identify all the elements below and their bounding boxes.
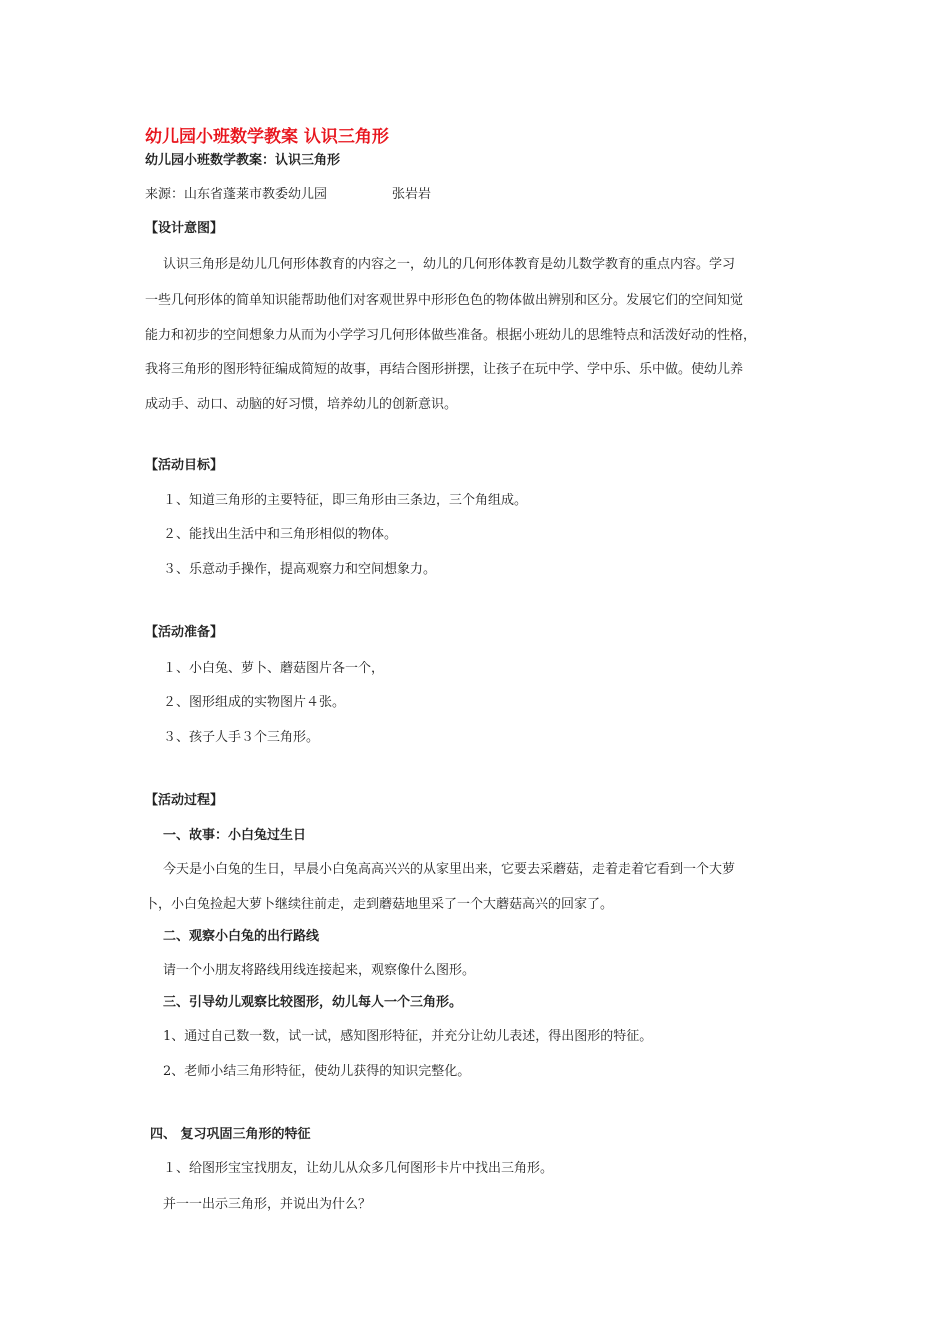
step-text: 并一一出示三角形，并说出为什么？ xyxy=(163,1197,372,1212)
goal-item: ３、乐意动手操作，提高观察力和空间想象力。 xyxy=(163,562,437,577)
section-heading-prep: 【活动准备】 xyxy=(145,625,224,640)
prep-item: ３、孩子人手３个三角形。 xyxy=(163,730,320,745)
step-text: １、给图形宝宝找朋友，让幼儿从众多几何图形卡片中找出三角形。 xyxy=(163,1161,554,1176)
intent-line: 能力和初步的空间想象力从而为小学学习几何形体做些准备。根据小班幼儿的思维特点和活泼好动的性格， xyxy=(145,328,757,343)
intent-line: 我将三角形的图形特征编成简短的故事，再结合图形拼摆，让孩子在玩中学、学中乐、乐中做。使幼儿养 xyxy=(145,362,744,377)
author-name: 张岩岩 xyxy=(392,187,432,202)
prep-item: １、小白兔、萝卜、蘑菇图片各一个， xyxy=(163,661,385,676)
goal-item: １、知道三角形的主要特征，即三角形由三条边，三个角组成。 xyxy=(163,493,528,508)
step-text: 今天是小白兔的生日，早晨小白兔高高兴兴的从家里出来，它要去采蘑菇，走着走着它看到一个大萝 xyxy=(163,862,736,877)
intent-line: 一些几何形体的简单知识能帮助他们对客观世界中形形色色的物体做出辨别和区分。发展它们的空间知觉 xyxy=(145,293,744,308)
section-heading-intent: 【设计意图】 xyxy=(145,221,224,236)
prep-item: ２、图形组成的实物图片４张。 xyxy=(163,695,346,710)
step-text: 1、通过自己数一数，试一试，感知图形特征，并充分让幼儿表述，得出图形的特征。 xyxy=(163,1029,653,1044)
document-title: 幼儿园小班数学教案 认识三角形 xyxy=(145,127,389,147)
step-title: 三、引导幼儿观察比较图形，幼儿每人一个三角形。 xyxy=(163,995,463,1010)
intent-line: 认识三角形是幼儿几何形体教育的内容之一，幼儿的几何形体教育是幼儿数学教育的重点内容。学习 xyxy=(163,257,736,272)
step-text: 2、老师小结三角形特征，使幼儿获得的知识完整化。 xyxy=(163,1064,471,1079)
section-heading-process: 【活动过程】 xyxy=(145,793,224,808)
intent-line: 成动手、动口、动脑的好习惯，培养幼儿的创新意识。 xyxy=(145,397,458,412)
goal-item: ２、能找出生活中和三角形相似的物体。 xyxy=(163,527,398,542)
step-text: 卜，小白兔捡起大萝卜继续往前走，走到蘑菇地里采了一个大蘑菇高兴的回家了。 xyxy=(145,897,614,912)
step-title: 二、观察小白兔的出行路线 xyxy=(163,929,320,944)
step-text: 请一个小朋友将路线用线连接起来，观察像什么图形。 xyxy=(163,963,476,978)
document-subtitle: 幼儿园小班数学教案：认识三角形 xyxy=(145,153,341,168)
section-heading-goals: 【活动目标】 xyxy=(145,458,224,473)
step-title: 一、故事：小白兔过生日 xyxy=(163,828,307,843)
step-title: 四、 复习巩固三角形的特征 xyxy=(150,1127,311,1142)
source-line: 来源：山东省蓬莱市教委幼儿园 xyxy=(145,187,328,202)
